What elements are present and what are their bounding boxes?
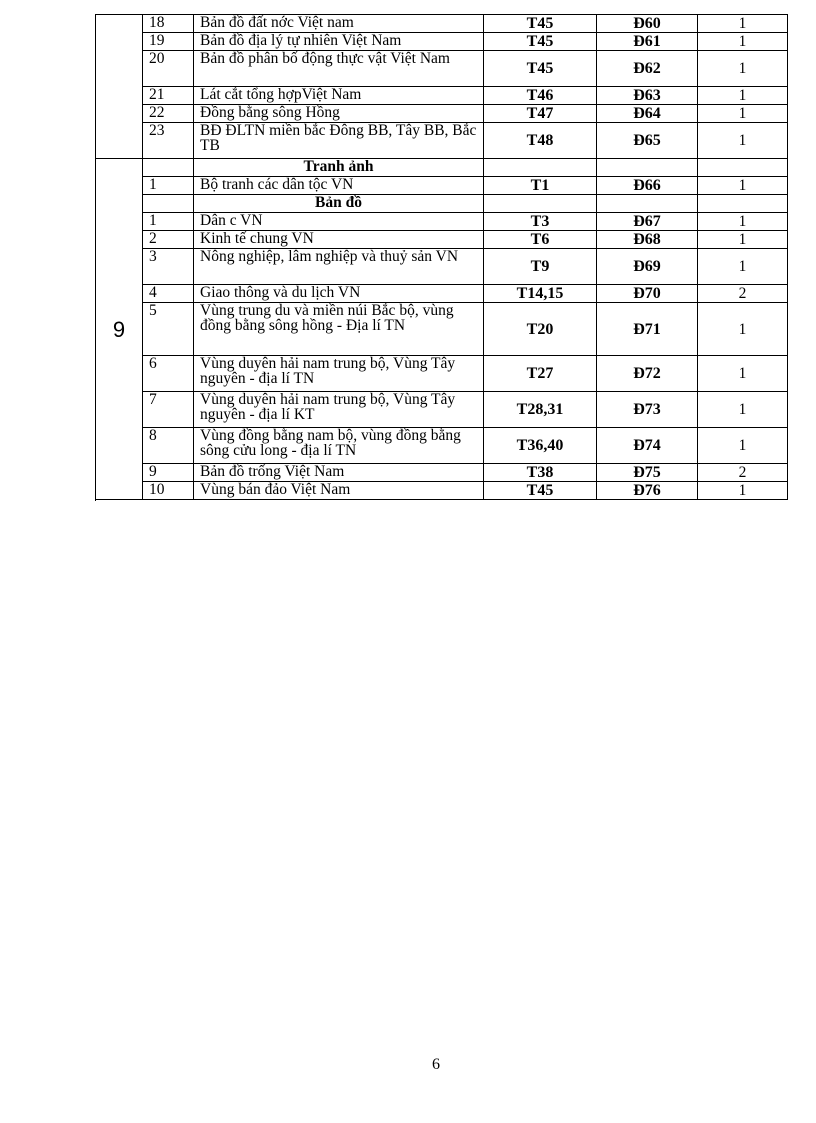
item-map-code: Đ63 <box>597 87 698 105</box>
item-quantity: 1 <box>698 51 788 87</box>
page-number: 6 <box>432 1056 440 1073</box>
table-row <box>96 33 788 51</box>
table-row <box>96 15 788 33</box>
row-number: 21 <box>143 87 194 105</box>
empty-cell <box>484 159 597 177</box>
item-name: Lát cắt tổng hợpViệt Nam <box>194 87 484 105</box>
item-code: T27 <box>484 356 597 392</box>
item-map-code: Đ75 <box>597 464 698 482</box>
item-map-code: Đ65 <box>597 123 698 159</box>
item-quantity: 1 <box>698 428 788 464</box>
item-code: T28,31 <box>484 392 597 428</box>
item-quantity: 1 <box>698 303 788 356</box>
item-quantity: 1 <box>698 356 788 392</box>
grade-cell: 9 <box>96 159 143 500</box>
section-heading-pictures: Tranh ảnh <box>194 159 484 177</box>
table-row <box>96 177 788 195</box>
item-map-code: Đ62 <box>597 51 698 87</box>
item-code: T20 <box>484 303 597 356</box>
item-code: T45 <box>484 51 597 87</box>
row-number: 4 <box>143 285 194 303</box>
inventory-table <box>95 14 788 500</box>
item-code: T1 <box>484 177 597 195</box>
item-name: Vùng bán đảo Việt Nam <box>194 482 484 500</box>
item-name: Nông nghiệp, lâm nghiệp và thuỷ sản VN <box>194 249 484 285</box>
item-map-code: Đ73 <box>597 392 698 428</box>
empty-cell <box>597 159 698 177</box>
row-number: 19 <box>143 33 194 51</box>
table-row <box>96 356 788 392</box>
item-code: T45 <box>484 482 597 500</box>
row-number: 2 <box>143 231 194 249</box>
table-row <box>96 428 788 464</box>
item-quantity: 2 <box>698 464 788 482</box>
row-number: 7 <box>143 392 194 428</box>
item-map-code: Đ69 <box>597 249 698 285</box>
section-header-row <box>96 195 788 213</box>
item-code: T48 <box>484 123 597 159</box>
item-code: T3 <box>484 213 597 231</box>
table-row <box>96 303 788 356</box>
table-row <box>96 249 788 285</box>
table-row <box>96 105 788 123</box>
item-map-code: Đ64 <box>597 105 698 123</box>
table-row <box>96 285 788 303</box>
item-code: T46 <box>484 87 597 105</box>
item-code: T14,15 <box>484 285 597 303</box>
item-map-code: Đ60 <box>597 15 698 33</box>
empty-cell <box>484 195 597 213</box>
item-name: Đồng bằng sông Hồng <box>194 105 484 123</box>
item-quantity: 1 <box>698 482 788 500</box>
item-code: T45 <box>484 15 597 33</box>
item-code: T38 <box>484 464 597 482</box>
section-header-row <box>96 159 788 177</box>
item-name: Vùng trung du và miền núi Bắc bộ, vùng đồng bằng sông hồng - Địa lí TN <box>194 303 484 356</box>
item-name: Kinh tế chung VN <box>194 231 484 249</box>
item-code: T9 <box>484 249 597 285</box>
item-code: T47 <box>484 105 597 123</box>
row-number: 6 <box>143 356 194 392</box>
table-row <box>96 392 788 428</box>
item-quantity: 1 <box>698 231 788 249</box>
table-row <box>96 482 788 500</box>
table-row <box>96 51 788 87</box>
table-row <box>96 123 788 159</box>
item-map-code: Đ72 <box>597 356 698 392</box>
empty-cell <box>143 195 194 213</box>
item-name: Bản đồ trống Việt Nam <box>194 464 484 482</box>
item-quantity: 2 <box>698 285 788 303</box>
item-map-code: Đ76 <box>597 482 698 500</box>
item-code: T36,40 <box>484 428 597 464</box>
item-name: Vùng đồng bằng nam bộ, vùng đồng bằng sông cửu long - địa lí TN <box>194 428 484 464</box>
item-name: Vùng duyên hải nam trung bộ, Vùng Tây nguyên - địa lí KT <box>194 392 484 428</box>
row-number: 23 <box>143 123 194 159</box>
item-quantity: 1 <box>698 33 788 51</box>
item-map-code: Đ61 <box>597 33 698 51</box>
item-map-code: Đ67 <box>597 213 698 231</box>
item-quantity: 1 <box>698 249 788 285</box>
table-row <box>96 231 788 249</box>
empty-cell <box>698 159 788 177</box>
item-map-code: Đ74 <box>597 428 698 464</box>
item-map-code: Đ71 <box>597 303 698 356</box>
row-number: 20 <box>143 51 194 87</box>
section-heading-maps: Bản đồ <box>194 195 484 213</box>
item-quantity: 1 <box>698 213 788 231</box>
item-quantity: 1 <box>698 177 788 195</box>
row-number: 3 <box>143 249 194 285</box>
item-code: T6 <box>484 231 597 249</box>
item-name: Dân c VN <box>194 213 484 231</box>
row-number: 1 <box>143 177 194 195</box>
empty-cell <box>143 159 194 177</box>
row-number: 8 <box>143 428 194 464</box>
row-number: 5 <box>143 303 194 356</box>
empty-cell <box>597 195 698 213</box>
empty-cell <box>698 195 788 213</box>
row-number: 22 <box>143 105 194 123</box>
row-number: 10 <box>143 482 194 500</box>
item-quantity: 1 <box>698 15 788 33</box>
item-name: Vùng duyên hải nam trung bộ, Vùng Tây nguyên - địa lí TN <box>194 356 484 392</box>
table-row <box>96 213 788 231</box>
item-quantity: 1 <box>698 123 788 159</box>
item-map-code: Đ70 <box>597 285 698 303</box>
grade-cell <box>96 15 143 159</box>
row-number: 1 <box>143 213 194 231</box>
item-name: Bản đồ phân bố động thực vật Việt Nam <box>194 51 484 87</box>
item-name: Bộ tranh các dân tộc VN <box>194 177 484 195</box>
table-row <box>96 87 788 105</box>
item-quantity: 1 <box>698 87 788 105</box>
item-map-code: Đ66 <box>597 177 698 195</box>
item-quantity: 1 <box>698 392 788 428</box>
item-name: BĐ ĐLTN miền bắc Đông BB, Tây BB, Bắc TB <box>194 123 484 159</box>
table-row <box>96 464 788 482</box>
row-number: 18 <box>143 15 194 33</box>
item-code: T45 <box>484 33 597 51</box>
item-quantity: 1 <box>698 105 788 123</box>
row-number: 9 <box>143 464 194 482</box>
item-name: Bản đồ đất nớc Việt nam <box>194 15 484 33</box>
item-name: Giao thông và du lịch VN <box>194 285 484 303</box>
item-map-code: Đ68 <box>597 231 698 249</box>
item-name: Bản đồ địa lý tự nhiên Việt Nam <box>194 33 484 51</box>
